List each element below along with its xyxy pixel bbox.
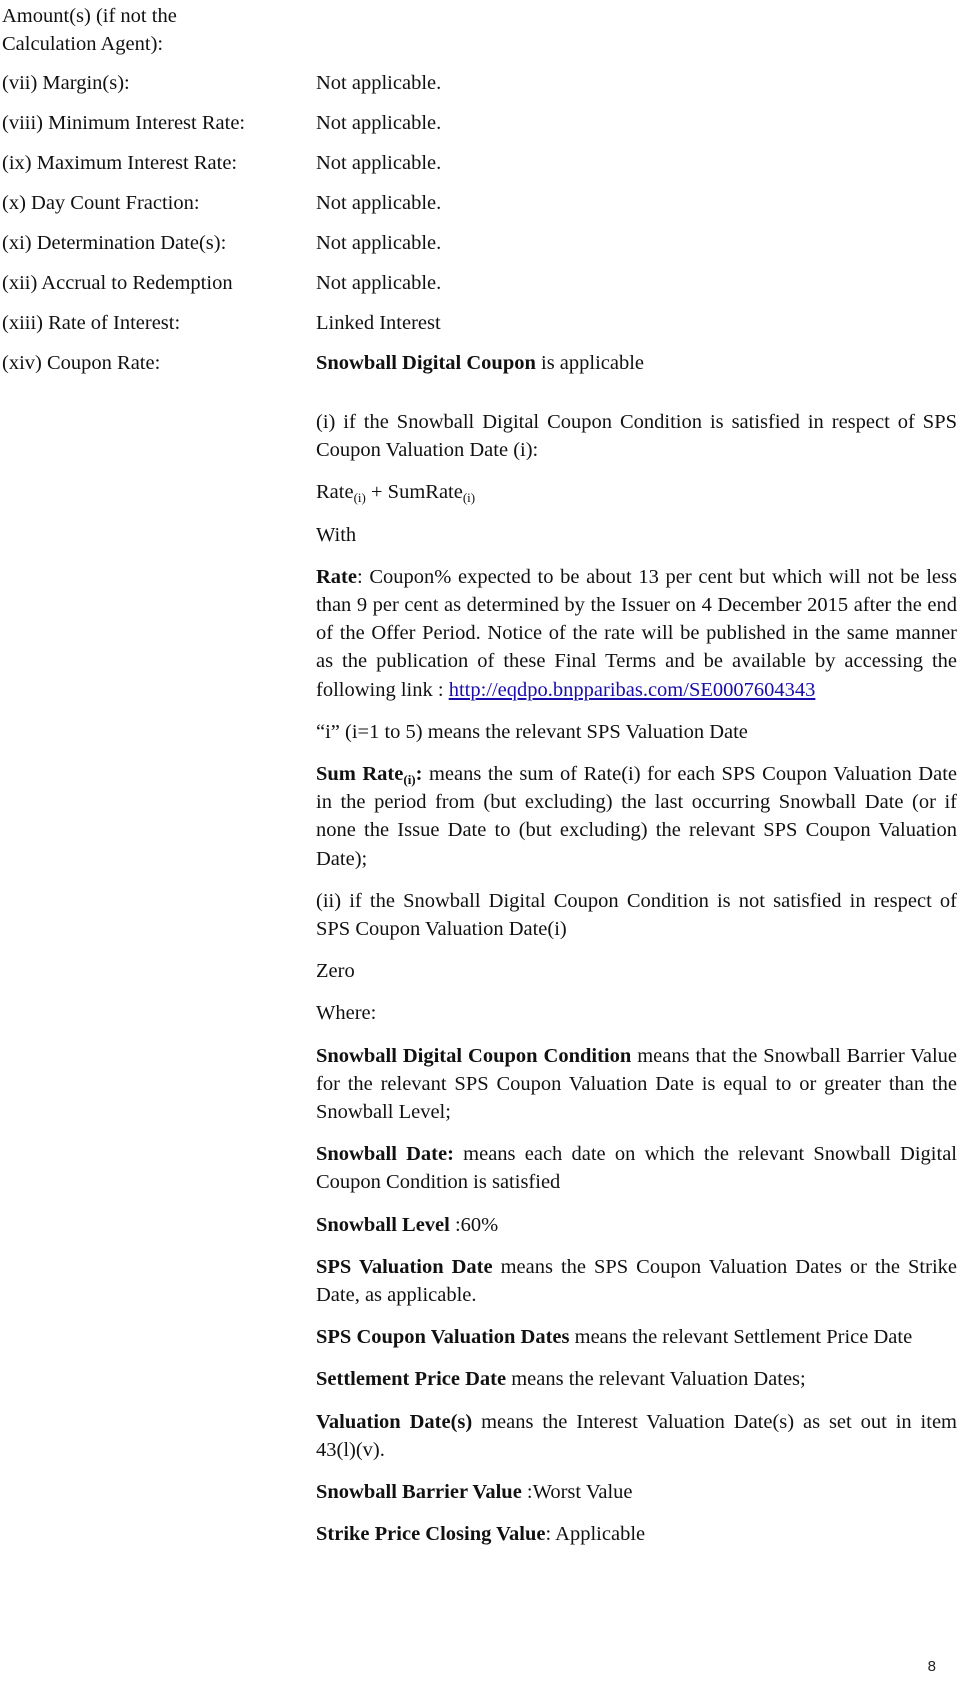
definition-text: means each date on which the relevant Snowball Digital Coupon Condition is satisfied — [316, 1143, 957, 1194]
term-label: (viii) Minimum Interest Rate: — [2, 112, 246, 134]
definition-strike-price-closing-value — [316, 1520, 957, 1548]
definition-term: SPS Coupon Valuation Dates — [316, 1326, 570, 1349]
definition-sps-valuation-date — [316, 1253, 957, 1309]
term-label: (x) Day Count Fraction: — [2, 192, 200, 214]
page-number: 8 — [927, 1658, 936, 1675]
definition-term: Settlement Price Date — [316, 1368, 507, 1391]
formula-rate: Rate — [316, 481, 354, 504]
condition-satisfied-paragraph: (i) if the Snowball Digital Coupon Condition is satisfied in respect of SPS Coupon Valuation Date (i): — [316, 411, 957, 462]
rate-definition — [316, 563, 957, 704]
formula-sub: (i) — [353, 490, 366, 506]
i-definition: “i” (i=1 to 5) means the relevant SPS Valuation Date — [316, 720, 748, 743]
definition-term: SPS Valuation Date — [316, 1255, 493, 1278]
term-value: Not applicable. — [316, 72, 442, 94]
term-value: Not applicable. — [316, 192, 442, 214]
term-value: Not applicable. — [316, 272, 442, 294]
zero-value: Zero — [316, 960, 355, 983]
term-row-rate-of-interest — [2, 309, 958, 339]
term-row-accrual-to-redemption — [2, 269, 958, 299]
term-label: (xi) Determination Date(s): — [2, 232, 227, 254]
definition-text: :Worst Value — [521, 1481, 633, 1504]
definition-term: Snowball Date: — [316, 1143, 454, 1166]
definition-term: Rate — [316, 565, 357, 588]
term-value: Not applicable. — [316, 152, 442, 174]
definition-term: Sum Rate$_{(i)}$: — [316, 763, 423, 788]
formula-sumrate: + SumRate — [365, 481, 463, 504]
term-label: (ix) Maximum Interest Rate: — [2, 152, 238, 174]
continued-item-label: Amount(s) (if not the Calculation Agent): — [2, 5, 177, 55]
definition-text: means the SPS Coupon Valuation Dates or the Strike Date, as applicable. — [316, 1255, 957, 1307]
definition-settlement-price-date — [316, 1365, 957, 1393]
publication-link[interactable]: http://eqdpo.bnpparibas.com/SE0007604343 — [448, 678, 816, 701]
term-row-determination-dates — [2, 229, 958, 259]
sum-rate-definition — [316, 760, 957, 873]
term-label: (xiv) Coupon Rate: — [2, 352, 161, 374]
coupon-formula — [316, 478, 957, 506]
definition-snowball-barrier-value — [316, 1478, 957, 1506]
definition-term: Snowball Level — [316, 1213, 450, 1236]
definition-text: :60% — [449, 1213, 499, 1236]
definition-term: Strike Price Closing Value — [316, 1523, 546, 1546]
definition-valuation-dates — [316, 1408, 957, 1464]
term-value: Linked Interest — [316, 312, 441, 334]
term-label: (xiii) Rate of Interest: — [2, 312, 181, 334]
term-row-minimum-interest-rate — [2, 109, 958, 139]
where-label: Where: — [316, 1002, 377, 1025]
term-value: Not applicable. — [316, 112, 442, 134]
definition-term: Valuation Date(s) — [316, 1410, 473, 1433]
definition-snowball-digital-coupon-condition — [316, 1042, 957, 1127]
term-row-day-count-fraction — [2, 189, 958, 219]
definition-term: Snowball Barrier Value — [316, 1481, 522, 1504]
definition-text: means the sum of Rate(i) for each SPS Coupon Valuation Date in the period from (but excluding) the last occurring Snowball Date (or if none the Issue Date to (but excluding) the relevant SPS Coupon Valuation Date); — [316, 763, 957, 870]
term-row-maximum-interest-rate — [2, 149, 958, 179]
with-label: With — [316, 523, 357, 546]
term-label: (vii) Margin(s): — [2, 72, 130, 94]
term-value-bold: Snowball Digital Coupon — [316, 352, 536, 374]
definition-text: : Applicable — [545, 1523, 646, 1546]
definition-snowball-level — [316, 1211, 957, 1239]
coupon-rate-details — [316, 408, 957, 1563]
term-value-rest: is applicable — [535, 352, 645, 374]
definition-text: means the relevant Valuation Dates; — [506, 1368, 806, 1391]
definition-snowball-date — [316, 1140, 957, 1196]
term-value — [316, 349, 644, 377]
definition-text: : Coupon% expected to be about 13 per cent but which will not be less than 9 per cent as determined by the Issuer on 4 December 2015 after the end of the Offer Period. Notice of the rate will be published in the same manner as the publication of these Final Terms and be available by accessing the following link : — [316, 565, 957, 701]
condition-not-satisfied-paragraph: (ii) if the Snowball Digital Coupon Condition is not satisfied in respect of SPS Coupon Valuation Date(i) — [316, 889, 957, 941]
definition-text: means that the Snowball Barrier Value for the relevant SPS Coupon Valuation Date is equal to or greater than the Snowball Level; — [316, 1044, 957, 1124]
formula-sub-2: (i) — [462, 490, 476, 506]
definition-term: Snowball Digital Coupon Condition — [316, 1044, 632, 1067]
definition-text: means the relevant Settlement Price Date — [569, 1326, 913, 1349]
definition-text: means the Interest Valuation Date(s) as set out in item 43(l)(v). — [316, 1410, 957, 1461]
term-row-margins — [2, 69, 958, 99]
term-label: (xii) Accrual to Redemption — [2, 272, 233, 294]
definition-sps-coupon-valuation-dates — [316, 1323, 957, 1351]
term-row-coupon-rate — [2, 349, 958, 379]
term-value: Not applicable. — [316, 232, 442, 254]
